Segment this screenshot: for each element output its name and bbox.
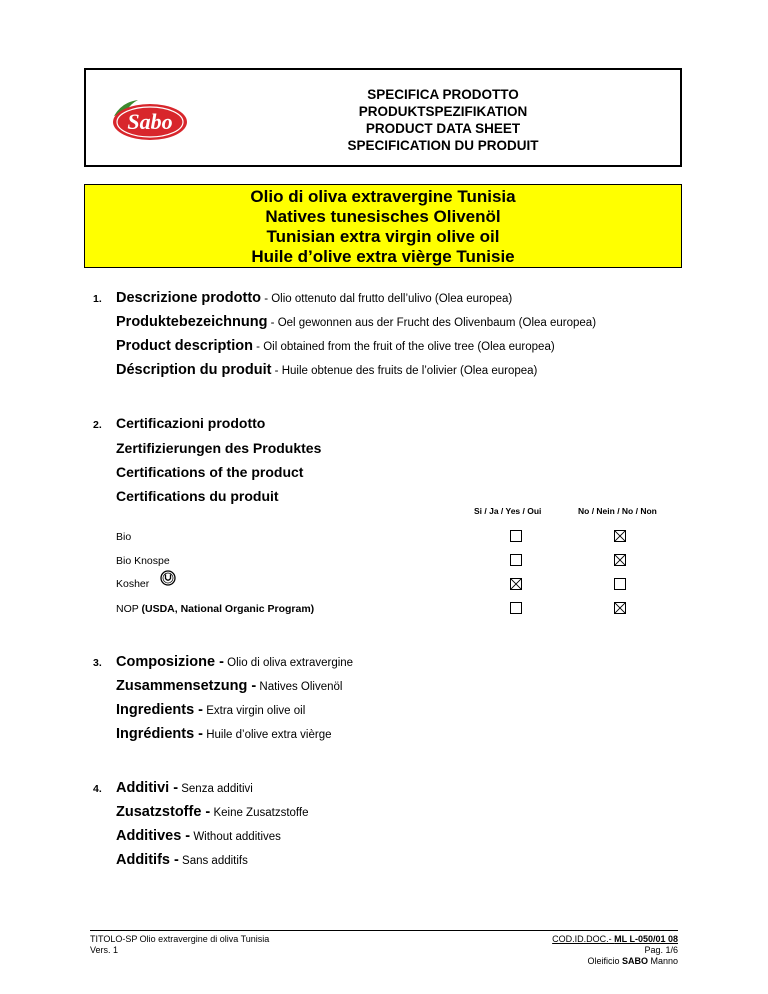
section-1-heading: Produktebezeichnung [116,314,268,330]
footer-divider [90,930,678,931]
section-3-line [116,653,353,671]
footer-company: Oleificio SABO Manno [587,956,678,966]
footer-left [90,934,269,956]
section-1-line [116,313,596,331]
section-1-desc: - Huile obtenue des fruits de l’olivier (Olea europea) [271,365,538,377]
section-1-line [116,337,555,355]
section-1-desc: - Olio ottenuto dal frutto dell’ulivo (Olea europea) [261,293,513,305]
header-title-fr: SPECIFICATION DU PRODUIT [347,138,539,153]
cross-mark-icon [615,555,625,565]
checkbox-kosher-no[interactable] [614,578,626,590]
logo-text: Sabo [127,109,173,134]
header-title-it: SPECIFICA PRODOTTO [367,87,519,102]
section-1-number: 1. [93,293,102,305]
cross-mark-icon [511,579,521,589]
section-4-desc: Keine Zusatzstoffe [210,807,309,819]
section-4-line [116,779,253,797]
section-3-line [116,701,305,719]
footer-doc-code: COD.ID.DOC.- ML L-050/01 08 [552,934,678,944]
cert-heading-it: Certificazioni prodotto [116,415,266,431]
checkbox-bio-no[interactable] [614,530,626,542]
document-header [84,68,682,167]
cert-heading-en: Certifications of the product [116,464,304,480]
section-4-desc: Without additives [190,831,281,843]
section-1-line [116,289,512,307]
section-4-heading: Additifs - [116,852,179,868]
section-4-desc: Senza additivi [178,783,253,795]
section-4-heading: Zusatzstoffe - [116,804,211,820]
footer-version: Vers. 1 [90,945,119,955]
section-3-line [116,725,332,743]
cert-label-kosher: Kosher [116,578,150,590]
section-4-line [116,827,281,845]
section-1-line [116,361,537,379]
product-title-en: Tunisian extra virgin olive oil [266,227,500,246]
column-header-yes: Si / Ja / Yes / Oui [474,506,542,516]
section-3-desc: Huile d’olive extra vièrge [203,729,332,741]
section-3-heading: Zusammensetzung - [116,678,257,694]
header-title-en: PRODUCT DATA SHEET [365,121,521,136]
section-2-number: 2. [93,419,102,431]
cert-label-bio: Bio [116,531,132,543]
section-3-heading: Ingredients - [116,702,204,718]
section-3-desc: Olio di oliva extravergine [223,657,354,669]
cert-heading-de: Zertifizierungen des Produktes [116,440,322,456]
section-3-number: 3. [93,657,102,669]
section-3-desc: Natives Olivenöl [256,681,343,693]
footer-doc-title: TITOLO-SP Olio extravergine di oliva Tunisia [90,934,270,944]
cross-mark-icon [615,531,625,541]
checkbox-nop-no[interactable] [614,602,626,614]
section-1-heading: Descrizione prodotto [116,290,262,306]
section-4-number: 4. [93,783,102,795]
section-3-heading: Composizione - [116,654,224,670]
section-3-heading: Ingrédients - [116,726,204,742]
section-3-desc: Extra virgin olive oil [203,705,306,717]
product-title-box [84,184,682,268]
section-4-desc: Sans additifs [178,855,248,867]
section-4-heading: Additives - [116,828,191,844]
section-1-desc: - Oil obtained from the fruit of the olive tree (Olea europea) [252,341,555,353]
cert-label-bio-knospe: Bio Knospe [116,555,170,567]
cross-mark-icon [615,603,625,613]
section-4-heading: Additivi - [116,780,179,796]
section-1-desc: - Oel gewonnen aus der Frucht des Olivenbaum (Olea europea) [267,317,597,329]
section-1-heading: Product description [116,338,253,354]
header-title-de: PRODUKTSPEZIFIKATION [358,104,528,119]
header-titles [246,86,640,154]
kosher-u-icon [160,570,176,586]
checkbox-nop-yes[interactable] [510,602,522,614]
column-header-no: No / Nein / No / Non [578,506,657,516]
product-title-it: Olio di oliva extravergine Tunisia [250,187,516,206]
product-title-fr: Huile d’olive extra vièrge Tunisie [251,247,515,266]
section-3-line [116,677,342,695]
checkbox-bio-yes[interactable] [510,530,522,542]
section-4-line [116,851,248,869]
section-1-heading: Déscription du produit [116,362,272,378]
checkbox-kosher-yes[interactable] [510,578,522,590]
footer-page-number: Pag. 1/6 [644,945,678,955]
product-title-de: Natives tunesisches Olivenöl [265,207,501,226]
checkbox-bio-knospe-yes[interactable] [510,554,522,566]
section-4-line [116,803,308,821]
sabo-logo [108,96,188,142]
footer-right [552,934,678,967]
checkbox-bio-knospe-no[interactable] [614,554,626,566]
cert-heading-fr: Certifications du produit [116,488,279,504]
cert-label-nop: NOP (USDA, National Organic Program) [116,603,315,615]
